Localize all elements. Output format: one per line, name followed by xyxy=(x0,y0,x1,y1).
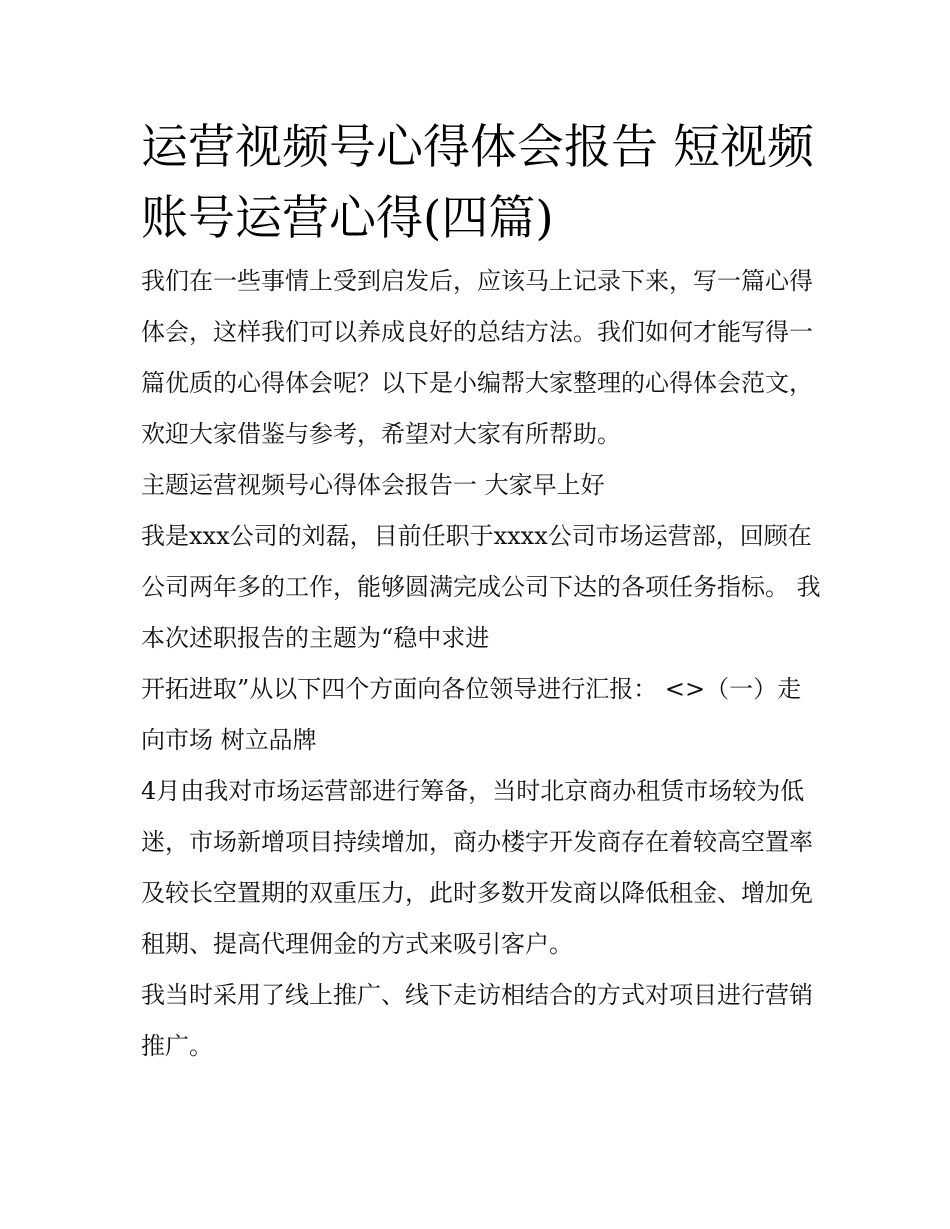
report-outline-paragraph: 开拓进取”从以下四个方面向各位领导进行汇报： <>（一）走向市场 树立品牌 xyxy=(141,675,802,754)
promotion-method-paragraph: 我当时采用了线上推广、线下走访相结合的方式对项目进行营销推广。 xyxy=(141,981,813,1060)
market-context-paragraph: 4月由我对市场运营部进行筹备，当时北京商办租赁市场较为低迷，市场新增项目持续增加，商办楼宇开发商存在着较高空置率及较长空置期的双重压力，此时多数开发商以降低租金、增加免租期、提高代理佣金的方式来吸引客户。 xyxy=(141,777,813,958)
document-title: 运营视频号心得体会报告 短视频账号运营心得(四篇) xyxy=(141,120,814,246)
intro-paragraph: 我们在一些事情上受到启发后，应该马上记录下来，写一篇心得体会，这样我们可以养成良好的总结方法。我们如何才能写得一篇优质的心得体会呢？以下是小编帮大家整理的心得体会范文，欢迎大家借鉴与参考，希望对大家有所帮助。 xyxy=(141,267,813,448)
document-body xyxy=(141,112,821,1072)
self-introduction-paragraph: 我是xxx公司的刘磊，目前任职于xxxx公司市场运营部，回顾在公司两年多的工作，能够圆满完成公司下达的各项任务指标。 我本次述职报告的主题为“稳中求进 xyxy=(141,522,821,652)
section-heading-paragraph: 主题运营视频号心得体会报告一 大家早上好 xyxy=(141,471,605,499)
